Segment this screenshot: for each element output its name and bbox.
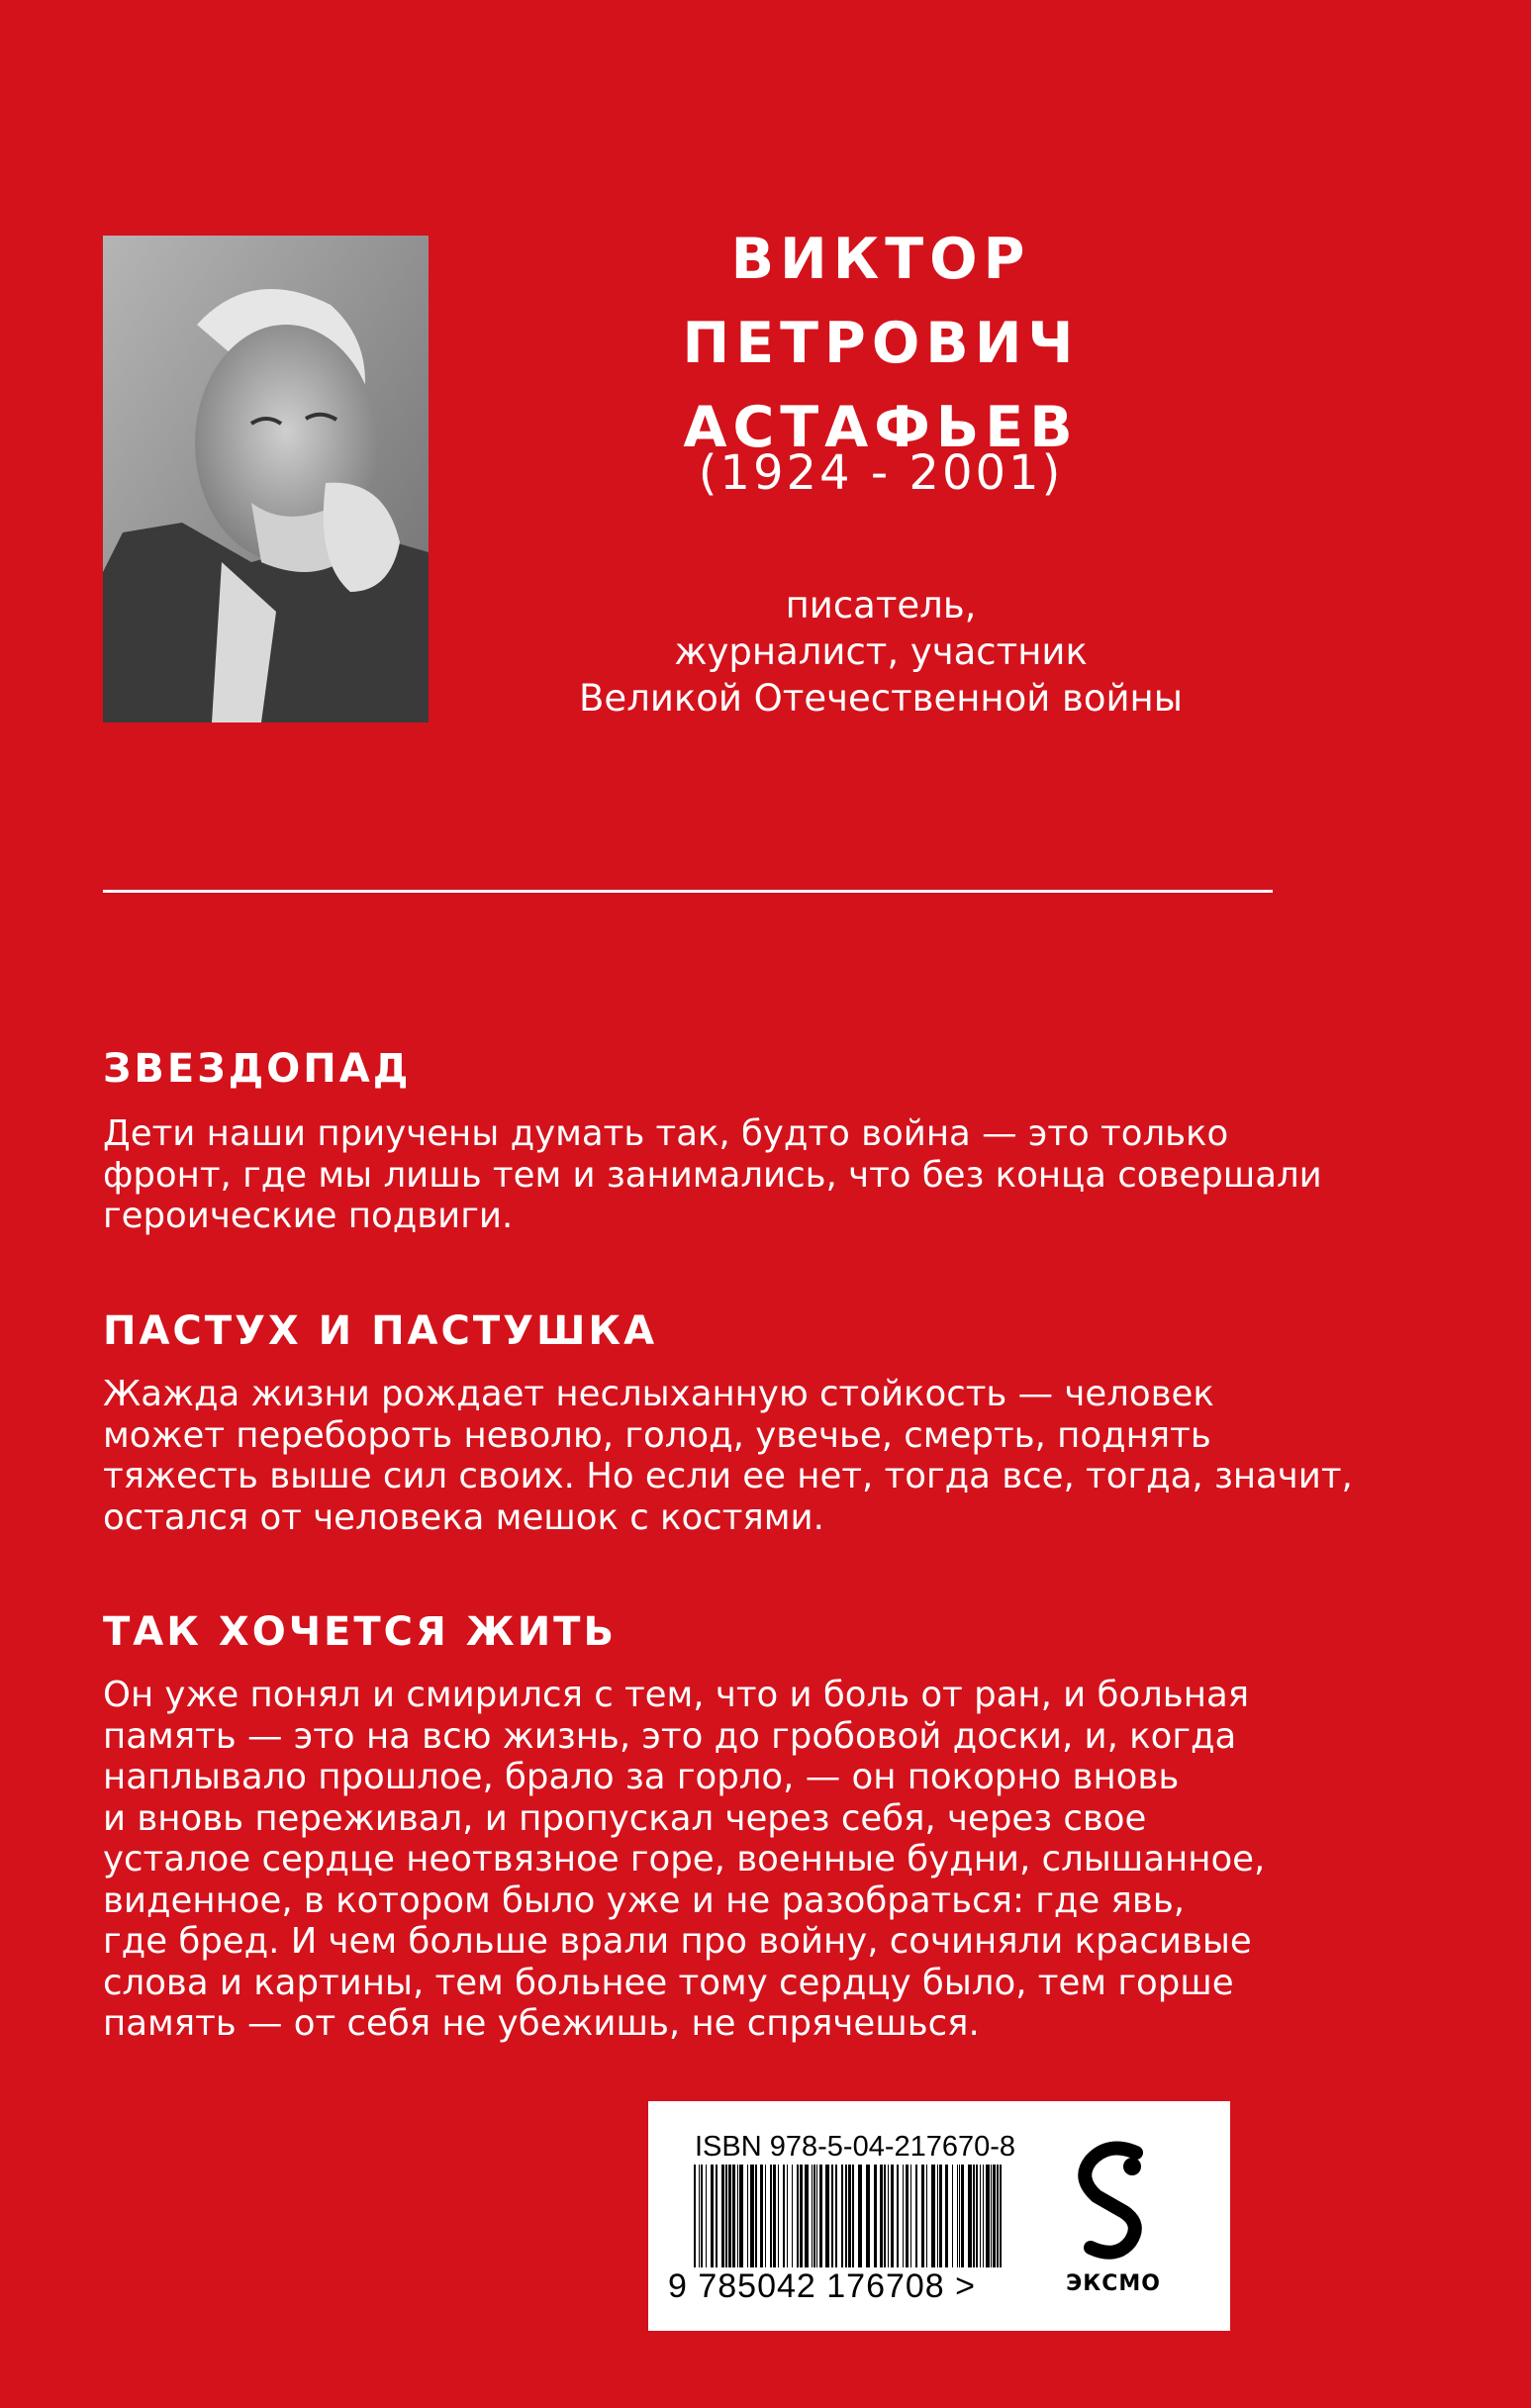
barcode-bar [819, 2165, 822, 2267]
text-line: наплывало прошлое, брало за горло, — он покорно вновь [103, 1757, 1180, 1797]
barcode-bar [750, 2165, 754, 2267]
barcode-bar [783, 2165, 785, 2267]
barcode-bar [760, 2165, 763, 2267]
barcode-bar [880, 2165, 883, 2267]
barcode-bar [813, 2165, 815, 2267]
section-text-pastukh [103, 1374, 1353, 1538]
section-title-zvezdopad: ЗВЕЗДОПАД [103, 1046, 412, 1092]
barcode-bar [728, 2165, 731, 2267]
eksmo-logo-icon [1069, 2139, 1158, 2263]
barcode-bar [694, 2165, 696, 2267]
barcode-bar [797, 2165, 799, 2267]
barcode-bar [991, 2165, 992, 2267]
author-patronymic: ПЕТРОВИЧ [682, 311, 1080, 376]
barcode-bar [755, 2165, 757, 2267]
barcode-bar [706, 2165, 707, 2267]
text-line: усталое сердце неотвязное горе, военные будни, слышанное, [103, 1839, 1266, 1879]
text-line: может перебороть неволю, голод, увечье, смерть, поднять [103, 1414, 1211, 1456]
author-roles [495, 582, 1267, 722]
barcode-bar [874, 2165, 877, 2267]
barcode-bar [921, 2165, 924, 2267]
barcode-bar [897, 2165, 899, 2267]
barcode-bar [732, 2165, 735, 2267]
text-line: тяжесть выше сил своих. Но если ее нет, тогда все, тогда, значит, [103, 1456, 1353, 1496]
barcode-bar [800, 2165, 803, 2267]
text-line: героические подвиги. [103, 1196, 514, 1236]
barcode-bar [939, 2165, 942, 2267]
text-line: остался от человека мешок с костями. [103, 1496, 824, 1538]
barcode-bar [993, 2165, 996, 2267]
barcode-bar [997, 2165, 999, 2267]
barcode-bar [765, 2165, 766, 2267]
text-line: Он уже понял и смирился с тем, что и боль от ран, и больная [103, 1675, 1250, 1715]
barcode-bar [945, 2165, 948, 2267]
barcode-bar [980, 2165, 981, 2267]
barcode-bar [773, 2165, 776, 2267]
barcode-bar [888, 2165, 889, 2267]
barcode-digits: 9 785042 176708 > [668, 2267, 977, 2305]
barcode-bar [968, 2165, 972, 2267]
publisher-name: ЭКСМО [1066, 2271, 1161, 2296]
author-surname: АСТАФЬЕВ [683, 395, 1079, 460]
barcode-bar [931, 2165, 935, 2267]
barcode-bar [835, 2165, 837, 2267]
barcode-bar [825, 2165, 829, 2267]
barcode-icon [694, 2165, 1003, 2267]
barcode-bar [866, 2165, 870, 2267]
section-title-pastukh: ПАСТУХ И ПАСТУШКА [103, 1308, 658, 1354]
barcode-bar [858, 2165, 862, 2267]
barcode-bar [831, 2165, 833, 2267]
section-text-zvezdopad [103, 1113, 1322, 1237]
barcode-bar [699, 2165, 700, 2267]
barcode-bar [721, 2165, 724, 2267]
author-portrait-image [103, 236, 429, 722]
barcode-bar [805, 2165, 809, 2267]
barcode-bar [976, 2165, 978, 2267]
barcode-bar [959, 2165, 960, 2267]
barcode-bar [725, 2165, 727, 2267]
barcode-bar [747, 2165, 748, 2267]
barcode-bar [701, 2165, 703, 2267]
isbn-label: ISBN 978-5-04-217670-8 [695, 2131, 1016, 2163]
text-line: фронт, где мы лишь тем и занимались, что без конца совершали [103, 1154, 1322, 1196]
barcode-bar [816, 2165, 817, 2267]
barcode-bar [1000, 2165, 1002, 2267]
author-years: (1924 - 2001) [698, 445, 1064, 501]
role-line: писатель, [785, 584, 977, 626]
section-text-tak-khochetsya-zhit [103, 1675, 1291, 2045]
author-photo [103, 236, 429, 722]
barcode-bar [910, 2165, 911, 2267]
barcode-bar [973, 2165, 975, 2267]
barcode-bar [957, 2165, 958, 2267]
barcode-bar [915, 2165, 917, 2267]
text-line: Жажда жизни рождает неслыханную стойкость — человек [103, 1374, 1214, 1414]
barcode-bar [841, 2165, 843, 2267]
text-line: и вновь переживал, и пропускал через себя, через свое [103, 1797, 1147, 1839]
barcode-bar [983, 2165, 984, 2267]
divider [103, 890, 1273, 893]
barcode-bar [737, 2165, 738, 2267]
text-line: Дети наши приучены думать так, будто война — это только [103, 1113, 1229, 1154]
barcode-bar [812, 2165, 813, 2267]
text-line: слова и картины, тем больнее тому сердцу было, тем горше [103, 1962, 1234, 2003]
barcode-bar [926, 2165, 927, 2267]
barcode-bar [852, 2165, 854, 2267]
text-line: где бред. И чем больше врали про войну, сочиняли красивые [103, 1921, 1252, 1962]
barcode-bar [906, 2165, 909, 2267]
barcode-bar [770, 2165, 772, 2267]
text-line: память — это на всю жизнь, это до гробовой доски, и, когда [103, 1715, 1237, 1757]
barcode-bar [884, 2165, 886, 2267]
barcode-bar [711, 2165, 714, 2267]
barcode-bar [903, 2165, 904, 2267]
role-line: журналист, участник [674, 630, 1088, 673]
barcode-bar [961, 2165, 964, 2267]
barcode-bar [792, 2165, 793, 2267]
barcode-bar [891, 2165, 894, 2267]
barcode-bar [937, 2165, 938, 2267]
barcode-bar [739, 2165, 743, 2267]
barcode-bar [787, 2165, 788, 2267]
barcode-bar [986, 2165, 990, 2267]
barcode-bar [952, 2165, 953, 2267]
text-line: виденное, в котором было уже и не разобраться: где явь, [103, 1879, 1186, 1921]
barcode-bar [778, 2165, 779, 2267]
author-name [554, 218, 1207, 470]
role-line: Великой Отечественной войны [579, 677, 1183, 720]
barcode-bar [845, 2165, 847, 2267]
text-line: память — от себя не убежишь, не спрячешься. [103, 2003, 980, 2044]
isbn-box [648, 2101, 1230, 2331]
section-title-tak-khochetsya-zhit: ТАК ХОЧЕТСЯ ЖИТЬ [103, 1609, 617, 1655]
barcode-bar [848, 2165, 851, 2267]
barcode-bar [716, 2165, 718, 2267]
author-first-name: ВИКТОР [730, 227, 1031, 292]
